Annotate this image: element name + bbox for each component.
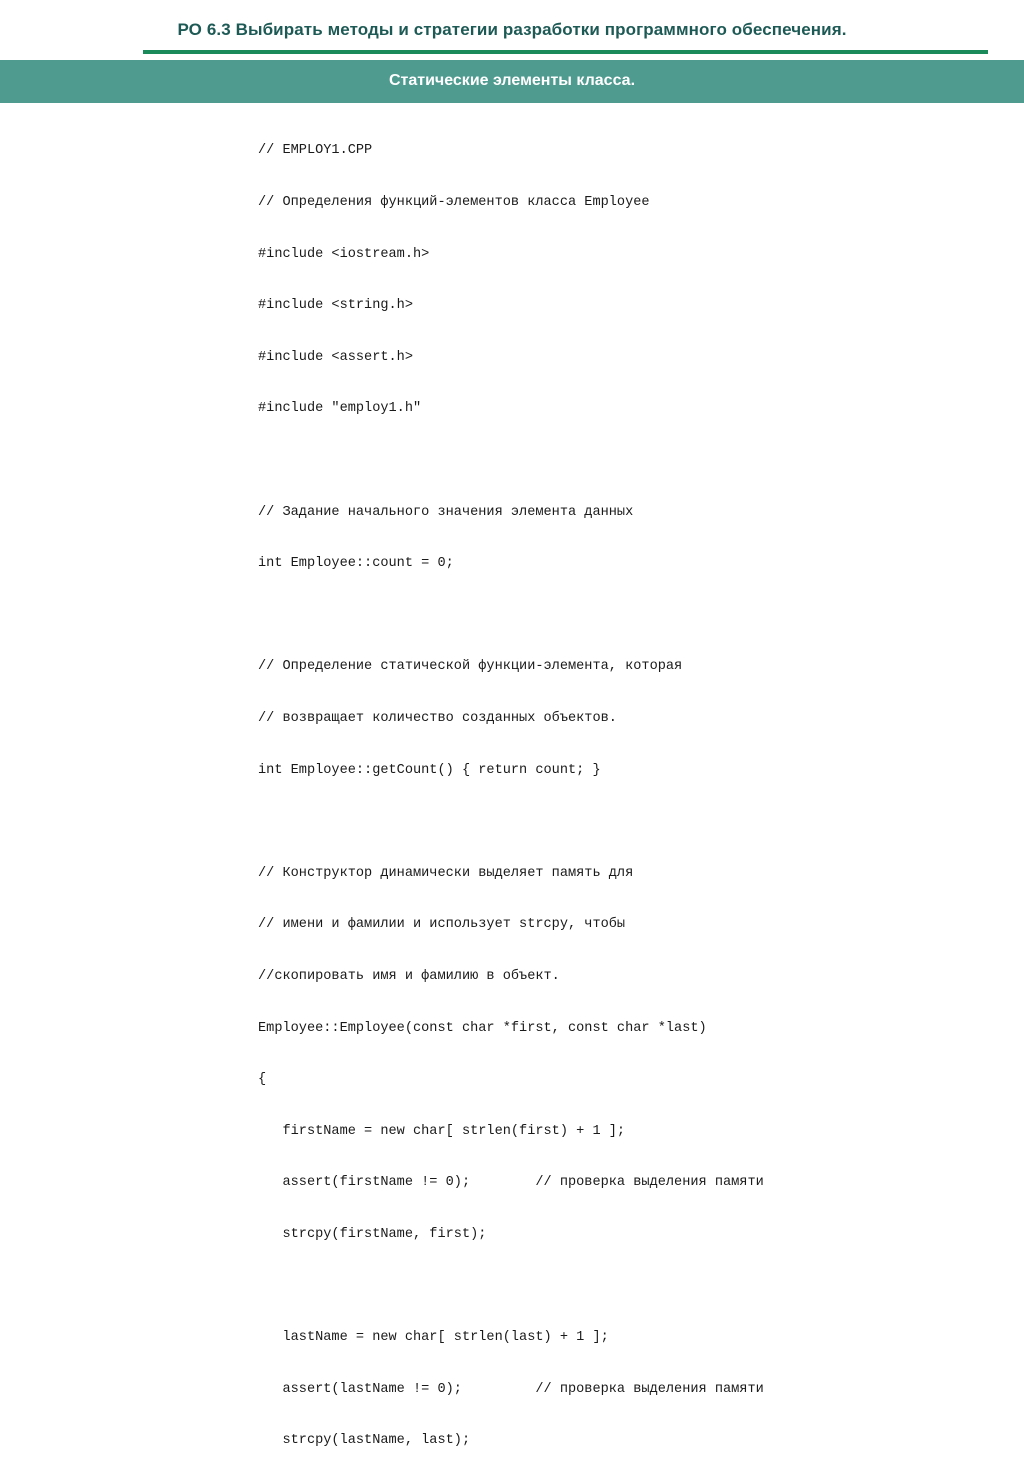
code-line: #include <assert.h> <box>258 349 413 365</box>
code-line <box>258 813 764 830</box>
code-line: int Employee::getCount() { return count; } <box>258 762 601 778</box>
code-listing <box>258 108 764 1467</box>
code-line: // Определения функций-элементов класса Employee <box>258 195 650 210</box>
code-line: // Конструктор динамически выделяет память для <box>258 865 634 881</box>
code-line: int Employee::count = 0; <box>258 556 454 572</box>
code-line: strcpy(lastName, last); <box>258 1433 471 1449</box>
code-line: // возвращает количество созданных объектов. <box>258 710 617 726</box>
code-line: lastName = new char[ strlen(last) + 1 ]; <box>258 1330 609 1346</box>
code-line: Employee::Employee(const char *first, const char *last) <box>258 1020 707 1036</box>
code-line: //скопировать имя и фамилию в объект. <box>258 968 560 984</box>
slide-title: РО 6.3 Выбирать методы и стратегии разработки программного обеспечения. <box>177 20 847 39</box>
code-line <box>258 607 764 624</box>
code-line: // имени и фамилии и использует strcpy, чтобы <box>258 917 626 933</box>
code-line <box>258 1277 764 1294</box>
code-line: assert(lastName != 0); // проверка выделения памяти <box>258 1381 764 1397</box>
code-line: firstName = new char[ strlen(first) + 1 ]; <box>258 1123 626 1139</box>
code-line: #include <iostream.h> <box>258 246 430 262</box>
section-banner-text: Статические элементы класса. <box>388 72 636 89</box>
code-line: { <box>258 1072 267 1088</box>
code-line: // Определение статической функции-элемента, которая <box>258 659 683 675</box>
code-line: #include <string.h> <box>258 298 413 314</box>
code-line: #include "employ1.h" <box>258 401 422 417</box>
code-line: // Задание начального значения элемента данных <box>258 504 634 520</box>
title-underline <box>143 50 988 54</box>
code-line <box>258 452 764 469</box>
code-line: strcpy(firstName, first); <box>258 1226 487 1242</box>
section-banner <box>0 60 1024 103</box>
code-line: // EMPLOY1.CPP <box>258 143 373 159</box>
code-line: assert(firstName != 0); // проверка выделения памяти <box>258 1175 764 1191</box>
